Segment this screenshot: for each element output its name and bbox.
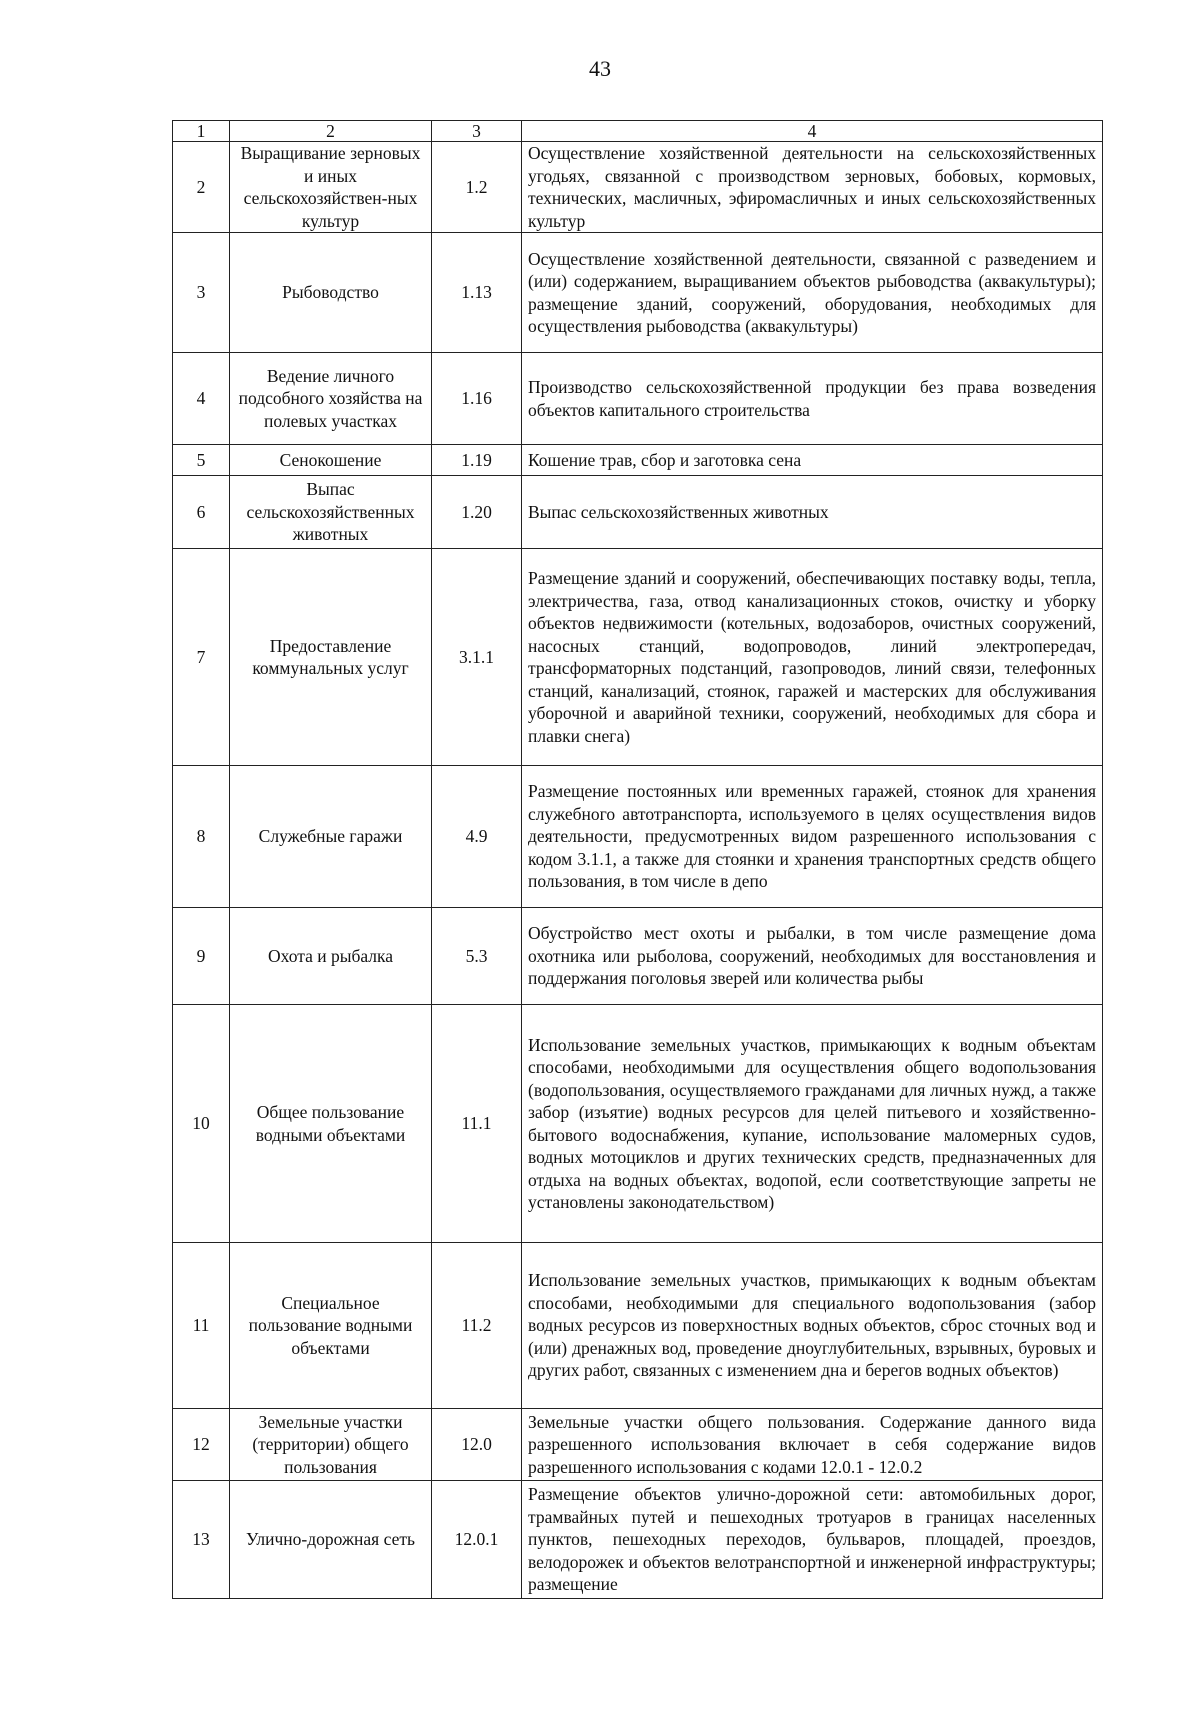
use-type-description: Осуществление хозяйственной деятельности, связанной с разведением и (или) содержанием, выращиванием объектов рыбоводства (аквакультуры); размещение зданий, сооружений, оборудования, необходимых для осуществления рыбоводства (аквакультуры) bbox=[522, 233, 1103, 353]
row-number: 2 bbox=[173, 142, 230, 233]
table-row bbox=[173, 476, 1103, 549]
row-number: 4 bbox=[173, 353, 230, 445]
use-type-description: Кошение трав, сбор и заготовка сена bbox=[522, 445, 1103, 476]
table-row bbox=[173, 766, 1103, 908]
use-type-code: 1.19 bbox=[432, 445, 522, 476]
table-row bbox=[173, 445, 1103, 476]
row-number: 9 bbox=[173, 908, 230, 1005]
use-type-description: Обустройство мест охоты и рыбалки, в том числе размещение дома охотника или рыболова, сооружений, необходимых для восстановления и поддержания поголовья зверей или количества рыбы bbox=[522, 908, 1103, 1005]
row-number: 3 bbox=[173, 233, 230, 353]
use-type-name: Улично-дорожная сеть bbox=[230, 1481, 432, 1599]
use-type-name: Выпас сельскохозяйственных животных bbox=[230, 476, 432, 549]
header-row bbox=[173, 121, 1103, 142]
use-type-name: Сенокошение bbox=[230, 445, 432, 476]
use-type-description: Размещение зданий и сооружений, обеспечивающих поставку воды, тепла, электричества, газа, отвод канализационных стоков, очистку и уборку объектов недвижимости (котельных, водозаборов, очистных сооружений, насосных станций, водопроводов, линий электропередач, трансформаторных подстанций, газопроводов, линий связи, телефонных станций, канализаций, стоянок, гаражей и мастерских для обслуживания уборочной и аварийной техники, сооружений, необходимых для сбора и плавки снега) bbox=[522, 549, 1103, 766]
row-number: 10 bbox=[173, 1005, 230, 1243]
row-number: 8 bbox=[173, 766, 230, 908]
use-type-name: Земельные участки (территории) общего пользования bbox=[230, 1409, 432, 1481]
row-number: 12 bbox=[173, 1409, 230, 1481]
table-row bbox=[173, 1243, 1103, 1409]
use-type-code: 5.3 bbox=[432, 908, 522, 1005]
header-cell-name: 2 bbox=[230, 121, 432, 142]
header-cell-code: 3 bbox=[432, 121, 522, 142]
row-number: 11 bbox=[173, 1243, 230, 1409]
header-cell-description: 4 bbox=[522, 121, 1103, 142]
use-type-description: Земельные участки общего пользования. Содержание данного вида разрешенного использования включает в себя содержание видов разрешенного использования с кодами 12.0.1 - 12.0.2 bbox=[522, 1409, 1103, 1481]
table-row bbox=[173, 908, 1103, 1005]
table-row bbox=[173, 1409, 1103, 1481]
use-type-code: 4.9 bbox=[432, 766, 522, 908]
use-type-code: 11.2 bbox=[432, 1243, 522, 1409]
use-type-name: Специальное пользование водными объектами bbox=[230, 1243, 432, 1409]
use-type-code: 1.20 bbox=[432, 476, 522, 549]
use-type-code: 11.1 bbox=[432, 1005, 522, 1243]
use-type-name: Охота и рыбалка bbox=[230, 908, 432, 1005]
table-row bbox=[173, 353, 1103, 445]
use-type-code: 3.1.1 bbox=[432, 549, 522, 766]
use-type-description: Размещение объектов улично-дорожной сети: автомобильных дорог, трамвайных путей и пешеходных тротуаров в границах населенных пунктов, пешеходных переходов, бульваров, площадей, проездов, велодорожек и объектов велотранспортной и инженерной инфраструктуры; размещение bbox=[522, 1481, 1103, 1599]
table-row bbox=[173, 549, 1103, 766]
use-type-description: Осуществление хозяйственной деятельности на сельскохозяйственных угодьях, связанной с производством зерновых, бобовых, кормовых, технических, масличных, эфиромасличных и иных сельскохозяйственных культур bbox=[522, 142, 1103, 233]
use-type-name: Служебные гаражи bbox=[230, 766, 432, 908]
use-type-name: Выращивание зерновых и иных сельскохозяйствен-ных культур bbox=[230, 142, 432, 233]
use-type-code: 1.16 bbox=[432, 353, 522, 445]
use-type-name: Ведение личного подсобного хозяйства на полевых участках bbox=[230, 353, 432, 445]
use-type-code: 1.2 bbox=[432, 142, 522, 233]
use-type-code: 1.13 bbox=[432, 233, 522, 353]
use-type-description: Производство сельскохозяйственной продукции без права возведения объектов капитального строительства bbox=[522, 353, 1103, 445]
use-type-description: Размещение постоянных или временных гаражей, стоянок для хранения служебного автотранспорта, используемого в целях осуществления видов деятельности, предусмотренных видом разрешенного использования с кодом 3.1.1, а также для стоянки и хранения транспортных средств общего пользования, в том числе в депо bbox=[522, 766, 1103, 908]
use-type-name: Общее пользование водными объектами bbox=[230, 1005, 432, 1243]
row-number: 7 bbox=[173, 549, 230, 766]
land-use-table bbox=[172, 120, 1103, 1599]
use-type-name: Предоставление коммунальных услуг bbox=[230, 549, 432, 766]
use-type-name: Рыбоводство bbox=[230, 233, 432, 353]
use-type-code: 12.0 bbox=[432, 1409, 522, 1481]
table-row bbox=[173, 142, 1103, 233]
table-row bbox=[173, 233, 1103, 353]
header-cell-number: 1 bbox=[173, 121, 230, 142]
use-type-description: Выпас сельскохозяйственных животных bbox=[522, 476, 1103, 549]
row-number: 6 bbox=[173, 476, 230, 549]
table-row bbox=[173, 1005, 1103, 1243]
use-type-code: 12.0.1 bbox=[432, 1481, 522, 1599]
row-number: 5 bbox=[173, 445, 230, 476]
row-number: 13 bbox=[173, 1481, 230, 1599]
table-row bbox=[173, 1481, 1103, 1599]
page-number: 43 bbox=[589, 56, 611, 81]
use-type-description: Использование земельных участков, примыкающих к водным объектам способами, необходимыми для специального водопользования (забор водных ресурсов из поверхностных водных объектов, сброс сточных вод и (или) дренажных вод, проведение дноуглубительных, взрывных, буровых и других работ, связанных с изменением дна и берегов водных объектов) bbox=[522, 1243, 1103, 1409]
use-type-description: Использование земельных участков, примыкающих к водным объектам способами, необходимыми для осуществления общего водопользования (водопользования, осуществляемого гражданами для личных нужд, а также забор (изъятие) водных ресурсов для целей питьевого и хозяйственно-бытового водоснабжения, купание, использование маломерных судов, водных мотоциклов и других технических средств, предназначенных для отдыха на водных объектах, водопой, если соответствующие запреты не установлены законодательством) bbox=[522, 1005, 1103, 1243]
